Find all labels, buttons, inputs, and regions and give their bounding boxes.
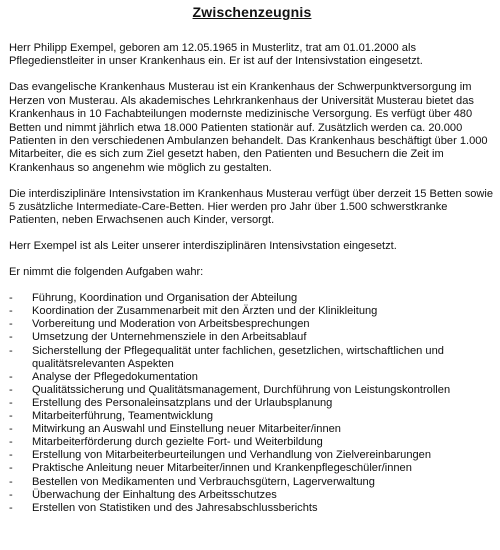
task-list-item bbox=[9, 331, 495, 344]
bullet-dash: - bbox=[9, 410, 13, 423]
task-list-item bbox=[9, 305, 495, 318]
task-text: Führung, Koordination und Organisation der Abteilung bbox=[32, 292, 298, 305]
bullet-dash: - bbox=[9, 331, 13, 344]
bullet-dash: - bbox=[9, 423, 13, 436]
task-text: Mitwirkung an Auswahl und Einstellung neuer Mitarbeiter/innen bbox=[32, 423, 341, 436]
task-list-item bbox=[9, 345, 495, 371]
task-text: Mitarbeiterführung, Teamentwicklung bbox=[32, 410, 214, 423]
tasks-intro-paragraph: Er nimmt die folgenden Aufgaben wahr: bbox=[9, 266, 204, 279]
task-text: Erstellen von Statistiken und des Jahresabschlussberichts bbox=[32, 501, 318, 514]
task-list-item bbox=[9, 449, 495, 462]
task-list-item bbox=[9, 410, 495, 423]
task-list-item bbox=[9, 476, 495, 489]
task-list-item bbox=[9, 489, 495, 502]
task-list-item bbox=[9, 292, 495, 305]
task-text: Bestellen von Medikamenten und Verbrauchsgütern, Lagerverwaltung bbox=[32, 475, 375, 488]
task-list-item bbox=[9, 371, 495, 384]
icu-description-paragraph: Die interdisziplinäre Intensivstation im Krankenhaus Musterau verfügt über derzeit 15 Betten sowie 5 zusätzliche Intermediate-Care-Betten. Hier werden pro Jahr über 1.500 schwerstkranke Patienten, neben Erwachsenen auch Kinder, versorgt. bbox=[9, 187, 494, 227]
task-text: Qualitätssicherung und Qualitätsmanagement, Durchführung von Leistungskontrollen bbox=[32, 383, 451, 396]
task-list-item bbox=[9, 502, 495, 515]
bullet-dash: - bbox=[9, 462, 13, 475]
bullet-dash: - bbox=[9, 383, 13, 396]
task-list-item bbox=[9, 397, 495, 410]
bullet-dash: - bbox=[9, 305, 13, 318]
document-page bbox=[9, 4, 495, 515]
task-list-item bbox=[9, 423, 495, 436]
task-text: Umsetzung der Unternehmensziele in den Arbeitsablauf bbox=[32, 331, 307, 344]
bullet-dash: - bbox=[9, 475, 13, 488]
task-list-item bbox=[9, 318, 495, 331]
bullet-dash: - bbox=[9, 436, 13, 449]
task-text: Mitarbeiterförderung durch gezielte Fort- und Weiterbildung bbox=[32, 436, 323, 449]
task-list bbox=[9, 292, 495, 515]
task-list-item bbox=[9, 384, 495, 397]
bullet-dash: - bbox=[9, 396, 13, 409]
task-text: Analyse der Pflegedokumentation bbox=[32, 370, 198, 383]
bullet-dash: - bbox=[9, 370, 13, 383]
intro-paragraph: Herr Philipp Exempel, geboren am 12.05.1965 in Musterlitz, trat am 01.01.2000 als Pflegedienstleiter in unser Krankenhaus ein. Er ist auf der Intensivstation eingesetzt. bbox=[9, 42, 423, 68]
bullet-dash: - bbox=[9, 318, 13, 331]
bullet-dash: - bbox=[9, 449, 13, 462]
role-paragraph: Herr Exempel ist als Leiter unserer interdisziplinären Intensivstation eingesetzt. bbox=[9, 240, 397, 253]
task-text: Vorbereitung und Moderation von Arbeitsbesprechungen bbox=[32, 318, 310, 331]
bullet-dash: - bbox=[9, 344, 13, 357]
task-text: Sicherstellung der Pflegequalität unter fachlichen, gesetzlichen, wirtschaftlichen und qualitätsrelevanten Aspekten bbox=[32, 344, 444, 370]
bullet-dash: - bbox=[9, 488, 13, 501]
task-text: Erstellung von Mitarbeiterbeurteilungen und Verhandlung von Zielvereinbarungen bbox=[32, 449, 432, 462]
bullet-dash: - bbox=[9, 292, 13, 305]
task-list-item bbox=[9, 436, 495, 449]
task-text: Erstellung des Personaleinsatzplans und der Urlaubsplanung bbox=[32, 396, 333, 409]
task-text: Praktische Anleitung neuer Mitarbeiter/innen und Krankenpflegeschüler/innen bbox=[32, 462, 412, 475]
bullet-dash: - bbox=[9, 501, 13, 514]
task-list-item bbox=[9, 462, 495, 475]
hospital-description-paragraph: Das evangelische Krankenhaus Musterau ist ein Krankenhaus der Schwerpunktversorgung im Herzen von Musterau. Als akademisches Lehrkrankenhaus der Universität Musterau bietet das Krankenhaus in 10 Fachabteilungen modernste medizinische Versorgung. Es verfügt über 480 Betten und nimmt jährlich etwa 18.000 Patienten stationär auf. Zusätzlich werden ca. 20.000 Patienten in den verschiedenen Ambulanzen behandelt. Das Krankenhaus beschäftigt über 1.000 Mitarbeiter, die es sich zum Ziel gesetzt haben, den Patienten und Besuchern die Zeit im Krankenhaus so angenehm wie möglich zu gestalten. bbox=[9, 81, 488, 174]
document-title: Zwischenzeugnis bbox=[192, 4, 312, 20]
task-text: Überwachung der Einhaltung des Arbeitsschutzes bbox=[32, 488, 277, 501]
task-text: Koordination der Zusammenarbeit mit den Ärzten und der Klinikleitung bbox=[32, 305, 378, 318]
